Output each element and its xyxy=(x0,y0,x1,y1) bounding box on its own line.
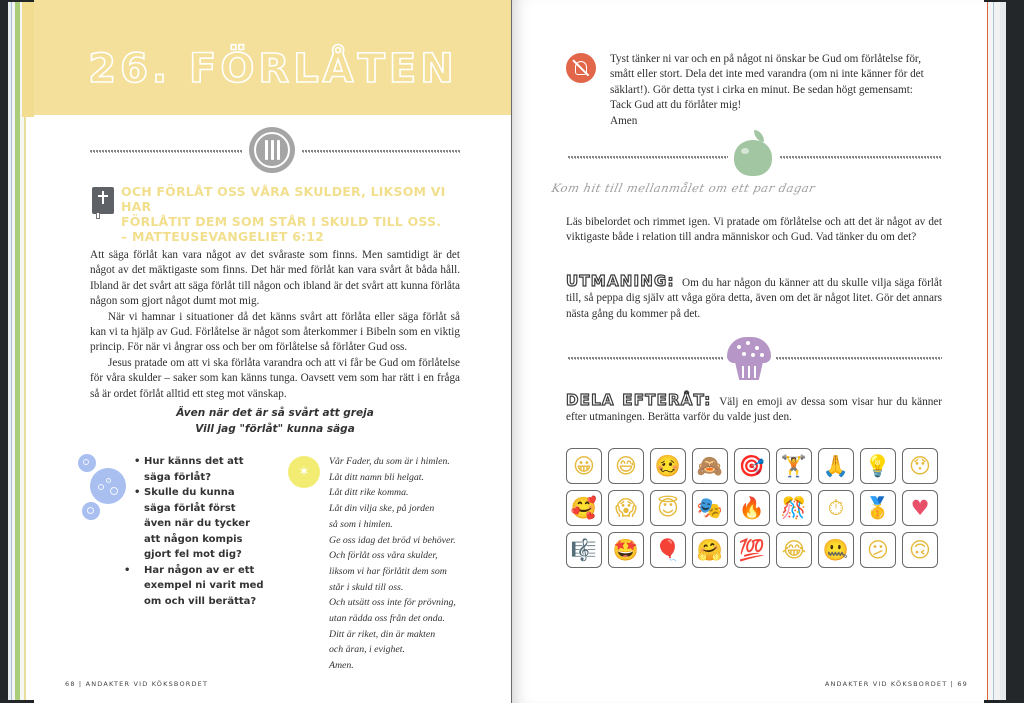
grinning-sweat-face-icon: 😅 xyxy=(608,448,644,484)
light-bulb-icon: 💡 xyxy=(860,448,896,484)
bible-verse: OCH FÖRLÅT OSS VÅRA SKULDER, LIKSOM VI HAR FÖRLÅTIT DEM SOM STÅR I SKULD TILL OSS. – MATTEUSEVANGELIET 6:12 xyxy=(121,184,446,244)
apple-icon xyxy=(734,130,776,178)
face-screaming-icon: 😱 xyxy=(608,490,644,526)
devotion-body xyxy=(90,248,460,402)
share-heading: DELA EFTERÅT: xyxy=(566,391,712,409)
cutlery-plate-icon xyxy=(249,127,295,173)
divider-right xyxy=(302,150,460,152)
target-icon: 🎯 xyxy=(734,448,770,484)
grinning-face-icon: 😀 xyxy=(566,448,602,484)
silent-prayer-instructions: Tyst tänker ni var och en på något ni önskar be Gud om förlåtelse för, smått eller stort. Dela det inte med varandra (om ni inte känner för det säklart!). Gör detta tyst i cirka en minut. Be sedan högt gemensamt: Tack Gud att du förlåter mig! Amen xyxy=(610,53,924,127)
handwritten-note: Kom hit till mellanmålet om ett par dagar xyxy=(550,181,817,195)
zipper-mouth-icon: 🤐 xyxy=(818,532,854,568)
hugging-face-icon: 🤗 xyxy=(692,532,728,568)
emoji-grid xyxy=(566,448,938,568)
rhyme: Även när det är så svårt att greja Vill jag "förlåt" kunna säga xyxy=(176,407,374,435)
weightlifter-icon: 🏋 xyxy=(776,448,812,484)
paragraph: När vi hamnar i situationer då det känns svårt att förlåta eller säga förlåt så kan vi ta hjälp av Gud. Förlåtelse är något som återkommer i Bibeln som en viktig princip. För när vi ångrar oss och ber om förlåtelse så förlåter Gud oss. xyxy=(90,310,460,354)
question-item: • Hur känns det att säga förlåt? xyxy=(134,454,264,485)
challenge-section xyxy=(566,274,942,322)
confused-face-icon: 😕 xyxy=(860,532,896,568)
heart-icon: ♥ xyxy=(902,490,938,526)
hushed-face-icon: 😯 xyxy=(902,448,938,484)
praying-hands-icon xyxy=(566,53,596,83)
balloon-icon: 🎈 xyxy=(650,532,686,568)
share-section xyxy=(566,393,942,426)
question-item: • Skulle du kunna säga förlåt först även när du tycker att någon kompis gjort fel mot dig? xyxy=(134,485,264,563)
page-footer-right: ANDAKTER VID KÖKSBORDET | 69 xyxy=(824,680,968,688)
star-struck-icon: 🤩 xyxy=(608,532,644,568)
reflection-text: Läs bibelordet och rimmet igen. Vi pratade om förlåtelse och att det är något av det viktigaste både i relation till andra människor och Gud. Vad tänker du om det? xyxy=(566,216,942,244)
smiling-face-with-hearts-icon: 🥰 xyxy=(566,490,602,526)
tears-of-joy-icon: 😂 xyxy=(776,532,812,568)
medal-icon: 🥇 xyxy=(860,490,896,526)
stopwatch-icon: ⏱ xyxy=(818,490,854,526)
performing-arts-icon: 🎭 xyxy=(692,490,728,526)
woozy-face-icon: 🥴 xyxy=(650,448,686,484)
challenge-text: Om du har någon du känner att du skulle vilja säga förlåt till, så peppa dig själv att våga göra detta, även om det är något litet. Gör det annars nästa gång du kommer på det. xyxy=(566,277,942,320)
challenge-heading: UTMANING: xyxy=(566,272,675,290)
right-page xyxy=(512,0,984,703)
discussion-questions xyxy=(134,454,264,609)
bible-icon xyxy=(92,187,114,214)
bubbles-icon xyxy=(78,454,138,524)
divider-left xyxy=(568,357,724,359)
confetti-icon: 🎊 xyxy=(776,490,812,526)
cupcake-icon xyxy=(727,337,771,381)
share-text: Välj en emoji av dessa som visar hur du känner efter utmaningen. Berätta varför du valde just den. xyxy=(566,396,942,424)
divider-right xyxy=(780,156,942,158)
question-item: • Har någon av er ett exempel ni varit med om och vill berätta? xyxy=(134,563,264,610)
divider-left xyxy=(568,156,728,158)
fire-icon: 🔥 xyxy=(734,490,770,526)
page-leaves-left xyxy=(8,2,34,700)
sun-pray-icon: ✶ xyxy=(288,456,320,488)
page-footer-left: 68 | ANDAKTER VID KÖKSBORDET xyxy=(65,680,209,688)
divider-left xyxy=(90,150,242,152)
left-page xyxy=(34,0,512,703)
paragraph: Jesus pratade om att vi ska förlåta varandra och att vi får be Gud om förlåtelse för våra skulder – saker som kan känns tunga. Oavsett vem som har rätt i en fråga så är ordet förlåt alltid ett steg mot vänskap. xyxy=(90,356,460,400)
lords-prayer: Vår Fader, du som är i himlen. Låt ditt namn bli helgat. Låt ditt rike komma. Låt din vilja ske, på jorden så som i himlen. Ge oss idag det bröd vi behöver. Och förlåt oss våra skulder, liksom vi har förlåtit dem som står i skuld till oss. Och utsätt oss inte för prövning, utan rädda oss från det onda. Ditt är riket, din är makten och äran, i evighet. Amen. xyxy=(329,456,456,672)
paragraph: Att säga förlåt kan vara något av det svåraste som finns. Men samtidigt är det något av det mäktigaste som finns. Det här med förlåt kan vara svårt åt båda håll. Ibland är det svårt att säga förlåt till någon och ibland är det svårt att kunna förlåta någon som gjort något dumt mot mig. xyxy=(90,249,460,308)
halo-face-icon: 😇 xyxy=(650,490,686,526)
page-leaves-right xyxy=(984,2,1006,700)
see-no-evil-monkey-icon: 🙈 xyxy=(692,448,728,484)
divider-right xyxy=(776,357,942,359)
upside-down-face-icon: 🙃 xyxy=(902,532,938,568)
chapter-title: 26. FÖRLÅTEN xyxy=(88,46,458,92)
musical-score-icon: 🎼 xyxy=(566,532,602,568)
folded-hands-icon: 🙏 xyxy=(818,448,854,484)
hundred-points-icon: 💯 xyxy=(734,532,770,568)
